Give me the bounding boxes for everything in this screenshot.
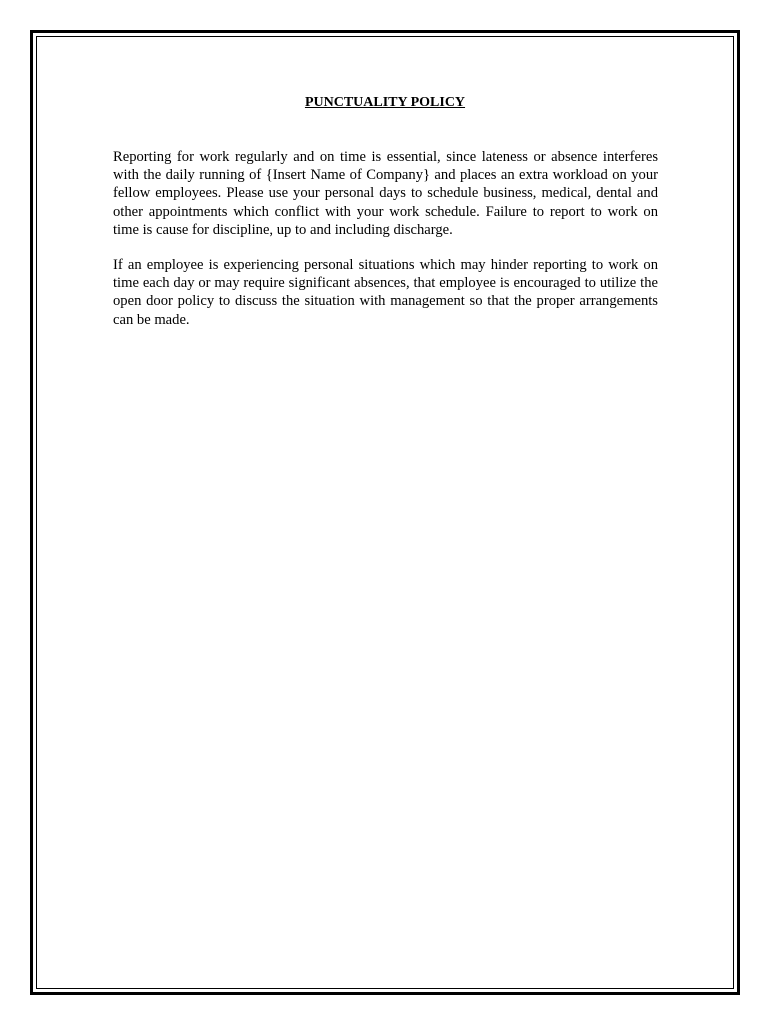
page-title: PUNCTUALITY POLICY xyxy=(304,95,466,110)
policy-paragraph-1: Reporting for work regularly and on time is essential, since lateness or absence interferes with the daily running of {Insert Name of Company} and places an extra workload on your fellow employees. Please use your personal days to schedule business, medical, dental and other appointments which conflict with your work schedule. Failure to report to work on time is cause for discipline, up to and including discharge. xyxy=(113,149,658,238)
policy-paragraph-2: If an employee is experiencing personal situations which may hinder reporting to work on time each day or may require significant absences, that employee is encouraged to utilize the open door policy to discuss the situation with management so that the proper arrangements can be made. xyxy=(113,257,658,328)
